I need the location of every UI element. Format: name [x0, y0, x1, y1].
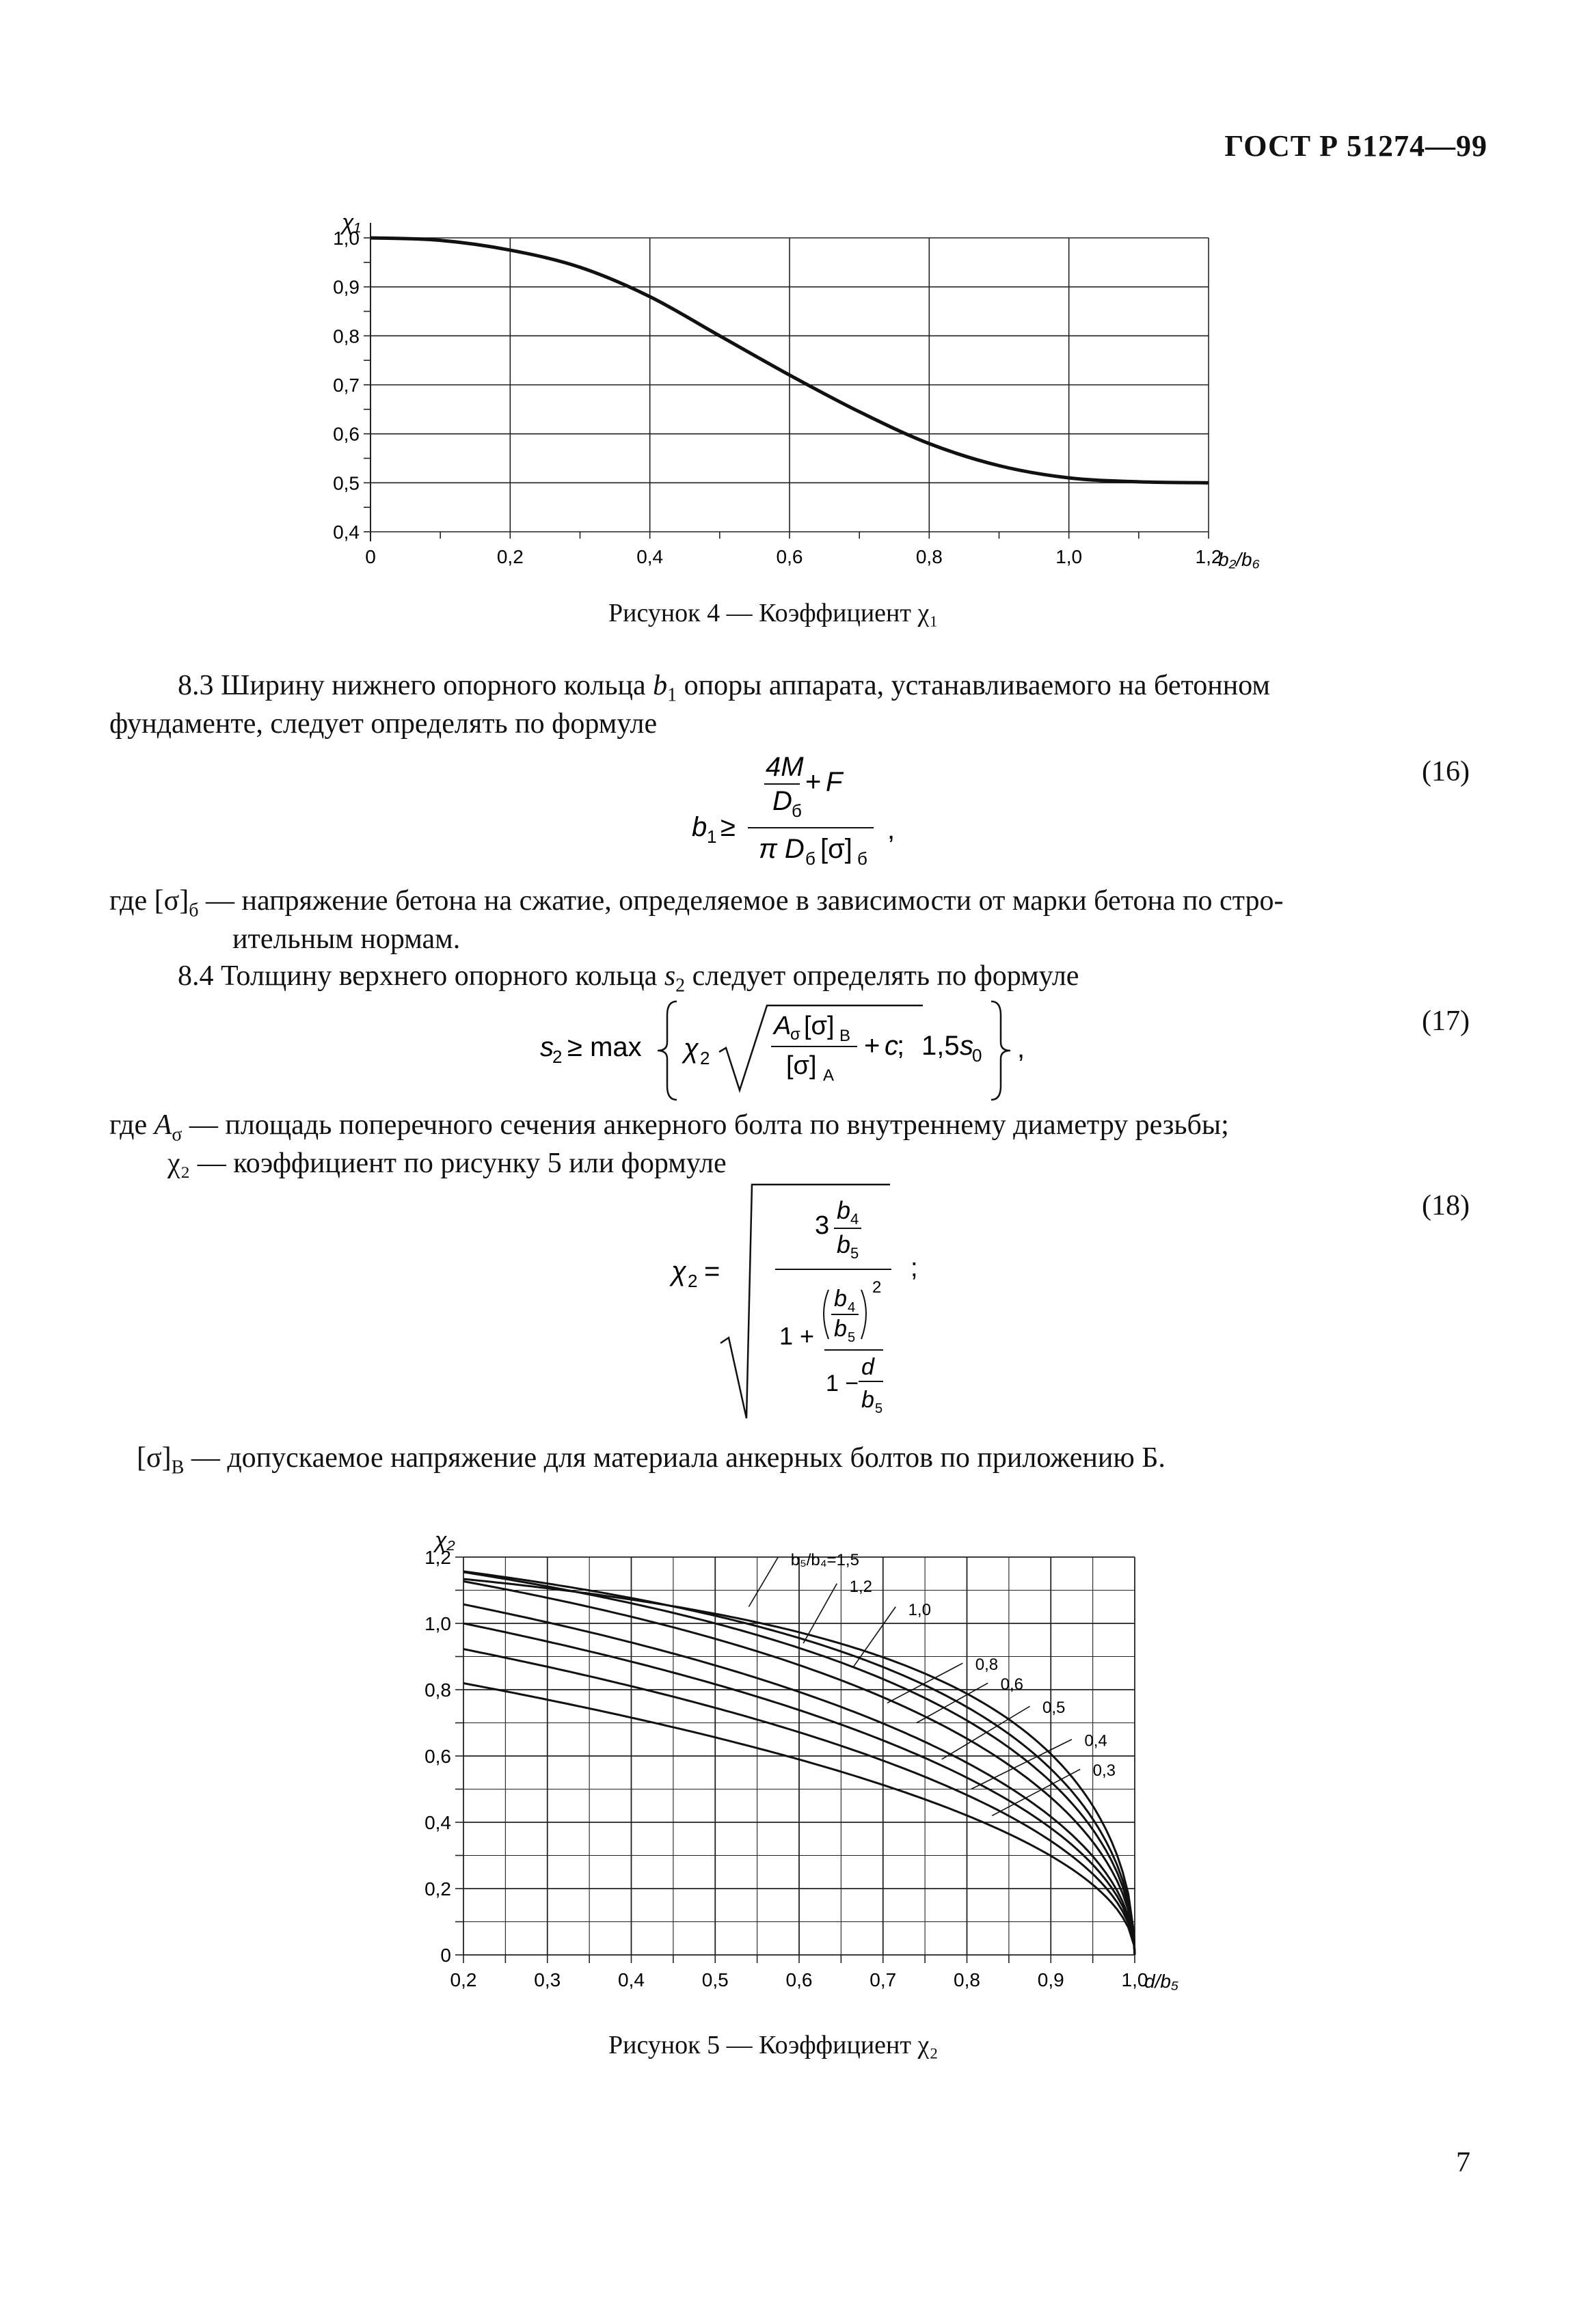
y-tick-label: 1,0 — [333, 228, 360, 249]
x-tick-label: 0,9 — [1037, 1969, 1064, 1990]
svg-text:1 −: 1 − — [826, 1370, 859, 1396]
svg-text:2: 2 — [872, 1278, 882, 1297]
svg-text:d: d — [861, 1354, 874, 1380]
svg-text:χ: χ — [671, 1256, 686, 1286]
x-tick-label: 0,6 — [776, 546, 803, 567]
svg-text:c: c — [885, 1031, 898, 1061]
svg-text:[σ]: [σ] — [820, 834, 852, 864]
svg-text:4: 4 — [850, 1211, 859, 1228]
svg-text:3: 3 — [815, 1211, 830, 1240]
series-label: 0,6 — [1000, 1675, 1023, 1694]
svg-text:s: s — [960, 1031, 973, 1061]
y-tick-label: 0,9 — [333, 276, 360, 298]
series-label: 0,4 — [1084, 1731, 1107, 1751]
where-sigma-b-bolts: $[\sigma]_B$ — допускаемое напряжение для материала анкерных болтов по приложению Б. — [137, 1442, 1165, 1478]
y-tick-label: 0,6 — [425, 1746, 451, 1767]
y-tick-label: 0,4 — [425, 1812, 451, 1833]
section-8-3-line2: фундаменте, следует определять по формуле — [109, 708, 658, 740]
svg-text:χ: χ — [684, 1033, 699, 1064]
svg-text:+: + — [864, 1031, 880, 1061]
svg-text:b: b — [834, 1286, 847, 1312]
y-tick-label: 0 — [440, 1945, 451, 1966]
svg-text:5: 5 — [848, 1330, 856, 1345]
x-tick-label: 0,8 — [954, 1969, 980, 1990]
where-a-sigma: где $A_\sigma$ — площадь поперечного сечения анкерного болта по внутреннему диаметру резьбы; — [109, 1109, 1229, 1146]
svg-text:b: b — [837, 1196, 851, 1224]
svg-text:2: 2 — [700, 1048, 710, 1068]
y-tick-label: 0,4 — [333, 522, 360, 543]
equation-number-17: (17) — [1422, 1005, 1470, 1037]
x-tick-label: 0,2 — [496, 546, 524, 567]
x-tick-label: 0,4 — [636, 546, 664, 567]
svg-text:;: ; — [897, 1031, 905, 1061]
y-axis-label: χ₁ — [342, 210, 361, 234]
figure4-chart — [294, 198, 1319, 581]
equation-number-18: (18) — [1422, 1190, 1470, 1221]
where-chi2: χ₂ — коэффициент по рисунку 5 или формуле — [167, 1148, 727, 1179]
x-axis-label: b₂/b₆ — [1218, 549, 1260, 570]
svg-text:D: D — [772, 786, 792, 816]
formula-16 — [690, 748, 923, 878]
svg-text:A: A — [823, 1066, 835, 1085]
series-label: 0,5 — [1042, 1698, 1066, 1717]
svg-text:б: б — [857, 848, 867, 869]
svg-text:,: , — [1017, 1033, 1025, 1064]
svg-text:б: б — [792, 800, 802, 821]
svg-text:4: 4 — [848, 1300, 856, 1315]
series-label: 1,0 — [908, 1600, 931, 1619]
svg-text:5: 5 — [875, 1401, 883, 1416]
series-label: b₅/b₄=1,5 — [790, 1551, 859, 1570]
document-header: ГОСТ Р 51274—99 — [1224, 129, 1487, 163]
svg-text:≥ max: ≥ max — [567, 1032, 642, 1062]
svg-text:1 +: 1 + — [779, 1322, 815, 1350]
svg-text:b: b — [692, 812, 708, 842]
y-axis-label: χ₂ — [435, 1528, 455, 1552]
svg-text:0: 0 — [972, 1045, 982, 1066]
svg-text:s: s — [540, 1032, 554, 1062]
series-leader-line — [803, 1584, 837, 1643]
y-tick-label: 1,0 — [425, 1613, 451, 1634]
x-tick-label: 0,7 — [870, 1969, 897, 1990]
y-tick-label: 0,7 — [333, 375, 360, 396]
where-sigma-b-cont: ительным нормам. — [232, 923, 461, 955]
y-tick-label: 0,8 — [333, 325, 360, 347]
svg-text:=: = — [704, 1256, 720, 1286]
series-leader-line — [917, 1683, 988, 1722]
series-leader-line — [854, 1607, 895, 1666]
x-axis-label: d/b₅ — [1144, 1971, 1179, 1992]
svg-text:5: 5 — [850, 1245, 859, 1262]
series-label: 1,2 — [849, 1577, 873, 1596]
svg-text:b: b — [861, 1387, 874, 1413]
y-tick-label: 0,5 — [333, 472, 360, 494]
section-8-3-line1: 8.3 Ширину нижнего опорного кольца $b_1$ опоры аппарата, устанавливаемого на бетонном — [178, 670, 1271, 706]
svg-text:[σ]: [σ] — [804, 1012, 835, 1040]
y-tick-label: 1,2 — [425, 1547, 451, 1568]
x-tick-label: 0,4 — [618, 1969, 645, 1990]
x-tick-label: 0,6 — [785, 1969, 813, 1990]
series-leader-line — [992, 1769, 1080, 1815]
y-tick-label: 0,6 — [333, 423, 360, 445]
x-tick-label: 0,2 — [450, 1969, 477, 1990]
svg-text:σ: σ — [790, 1025, 800, 1044]
equation-number-16: (16) — [1422, 756, 1470, 787]
figure5-caption: Рисунок 5 — Коэффициент χ₂ — [608, 2031, 939, 2059]
svg-text:,: , — [887, 815, 895, 845]
svg-text:1,5: 1,5 — [921, 1031, 960, 1061]
svg-text:+: + — [805, 767, 822, 797]
formula-17 — [540, 995, 1087, 1111]
svg-text:4M: 4M — [766, 752, 804, 782]
svg-text:2: 2 — [552, 1046, 563, 1067]
svg-text:б: б — [805, 848, 816, 869]
figure4-caption: Рисунок 4 — Коэффициент χ₁ — [608, 599, 939, 627]
svg-text:;: ; — [911, 1254, 918, 1282]
x-tick-label: 0,5 — [701, 1969, 729, 1990]
where-sigma-b: где $[\sigma]_б$ — напряжение бетона на сжатие, определяемое в зависимости от марки бетона по стро- — [109, 885, 1284, 921]
svg-text:[σ]: [σ] — [786, 1051, 817, 1080]
page-number: 7 — [1456, 2147, 1470, 2178]
formula-18 — [663, 1179, 950, 1425]
x-tick-label: 1,0 — [1055, 546, 1083, 567]
series-label: 0,3 — [1092, 1761, 1116, 1781]
series-label: 0,8 — [975, 1655, 999, 1674]
svg-text:b: b — [834, 1316, 847, 1342]
section-8-4-line: 8.4 Толщину верхнего опорного кольца $s_2$ следует определять по формуле — [178, 960, 1079, 997]
svg-text:b: b — [837, 1230, 851, 1258]
y-tick-label: 0,2 — [425, 1878, 451, 1900]
series-leader-line — [749, 1557, 778, 1607]
y-tick-label: 0,8 — [425, 1679, 451, 1701]
x-tick-label: 0 — [365, 546, 376, 567]
x-tick-label: 0,3 — [534, 1969, 561, 1990]
x-tick-label: 1,0 — [1121, 1969, 1148, 1990]
svg-text:1: 1 — [707, 826, 717, 847]
svg-text:≥: ≥ — [720, 812, 736, 842]
figure5-chart — [383, 1524, 1217, 2016]
svg-text:2: 2 — [688, 1271, 698, 1291]
svg-text:π D: π D — [759, 834, 805, 864]
x-tick-label: 0,8 — [915, 546, 943, 567]
svg-text:B: B — [839, 1027, 851, 1045]
x-tick-label: 1,2 — [1195, 546, 1222, 567]
svg-text:F: F — [826, 767, 843, 797]
svg-text:A: A — [774, 1012, 792, 1040]
